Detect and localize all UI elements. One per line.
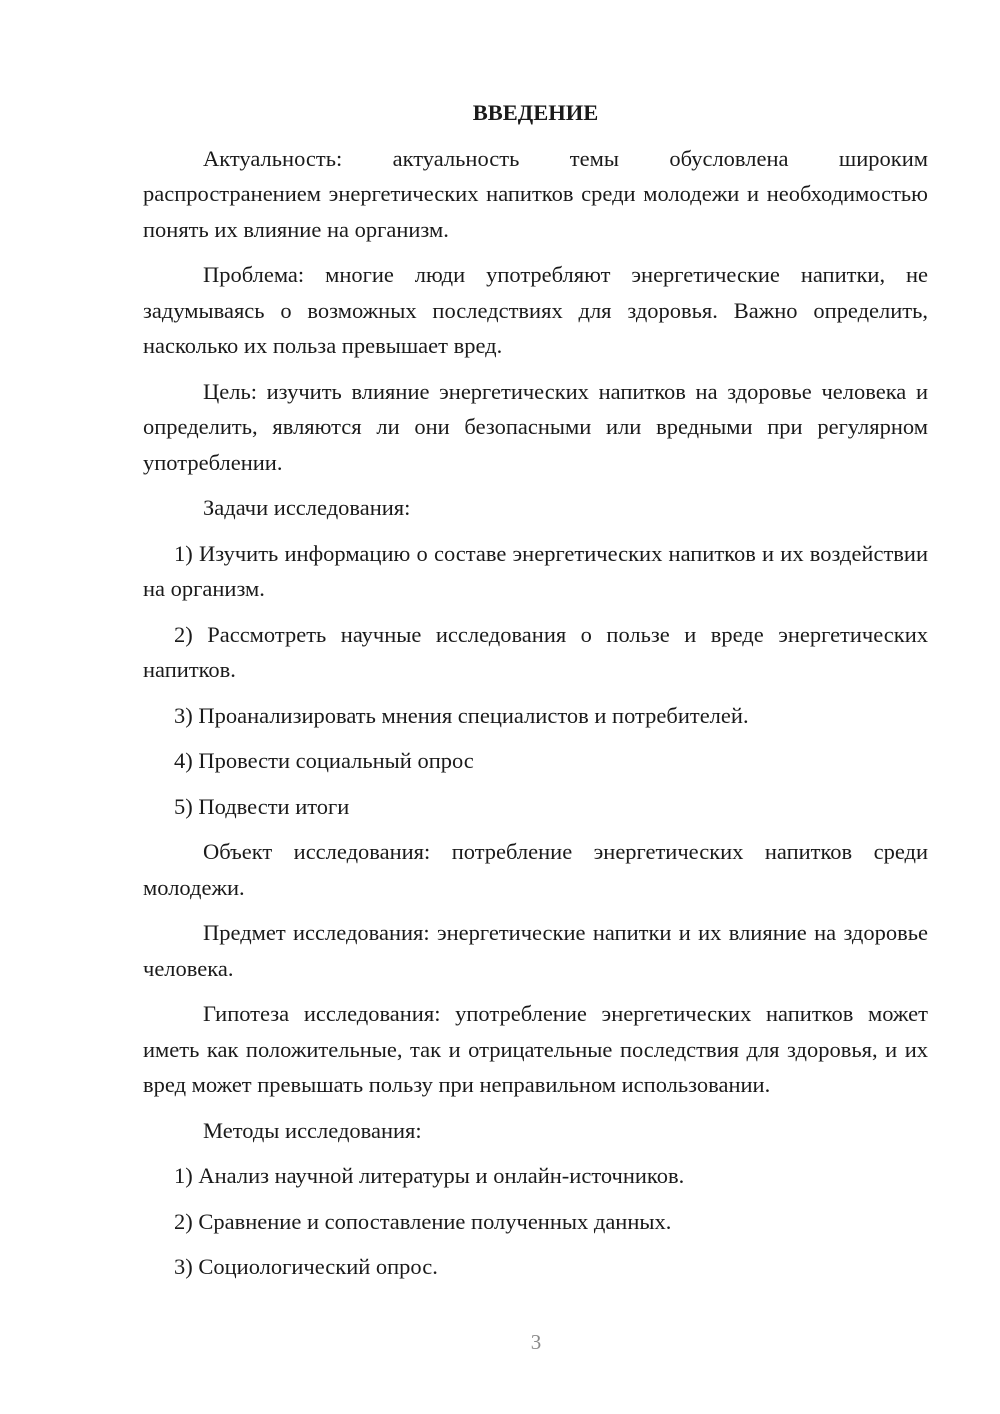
task-item: 1) Изучить информацию о составе энергетических напитков и их воздействии на организм. — [143, 540, 928, 601]
hypothesis-paragraph: Гипотеза исследования: употребление энергетических напитков может иметь как положительные, так и отрицательные последствия для здоровья, и их вред может превышать пользу при неправильном использовании. — [143, 1001, 928, 1097]
subject-paragraph: Предмет исследования: энергетические напитки и их влияние на здоровье человека. — [143, 920, 928, 981]
methods-title: Методы исследования: — [203, 1117, 422, 1143]
method-item: 3) Социологический опрос. — [174, 1254, 438, 1279]
section-heading: ВВЕДЕНИЕ — [472, 100, 599, 125]
method-item: 2) Сравнение и сопоставление полученных данных. — [174, 1208, 672, 1234]
goal-paragraph: Цель: изучить влияние энергетических напитков на здоровье человека и определить, являются ли они безопасными или вредными при регулярном употреблении. — [143, 378, 928, 475]
task-item: 5) Подвести итоги — [174, 793, 350, 819]
task-item: 4) Провести социальный опрос — [174, 748, 474, 773]
page-number: 3 — [530, 1330, 542, 1354]
problem-paragraph: Проблема: многие люди употребляют энергетические напитки, не задумываясь о возможных последствиях для здоровья. Важно определить, насколько их польза превышает вред. — [143, 262, 928, 358]
task-item: 3) Проанализировать мнения специалистов и потребителей. — [174, 702, 749, 728]
page-content — [143, 95, 928, 1295]
method-item: 1) Анализ научной литературы и онлайн-источников. — [174, 1163, 685, 1188]
relevance-paragraph: Актуальность: актуальность темы обусловлена широким распространением энергетических напитков среди молодежи и необходимостью понять их влияние на организм. — [143, 145, 928, 242]
task-item: 2) Рассмотреть научные исследования о пользе и вреде энергетических напитков. — [143, 621, 928, 682]
tasks-title: Задачи исследования: — [203, 495, 411, 520]
object-paragraph: Объект исследования: потребление энергетических напитков среди молодежи. — [143, 839, 928, 900]
